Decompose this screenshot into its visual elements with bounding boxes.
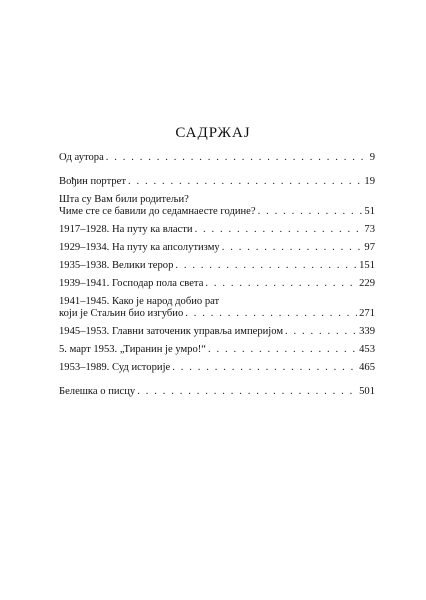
toc-entry-label: 5. март 1953. „Тиранин је умро!“ (59, 344, 206, 355)
dot-leader (175, 260, 357, 272)
toc-entry (59, 242, 375, 254)
table-of-contents (59, 152, 375, 404)
dot-leader (106, 152, 368, 164)
toc-entry-page: 229 (359, 278, 375, 289)
toc-entry (59, 194, 375, 218)
dot-leader (208, 344, 357, 356)
toc-entry-label: Чиме сте се бавили до седамнаесте године? (59, 206, 256, 217)
dot-leader (258, 206, 363, 218)
toc-entry-page: 465 (359, 362, 375, 373)
toc-entry-label: Белешка о писцу (59, 386, 136, 397)
toc-entry-label: који је Стаљин био изгубио (59, 308, 184, 319)
toc-entry-label: Вођин портрет (59, 176, 126, 187)
toc-entry-page: 453 (359, 344, 375, 355)
toc-entry (59, 386, 375, 398)
toc-entry-page: 501 (359, 386, 375, 397)
toc-entry (59, 362, 375, 374)
toc-entry (59, 296, 375, 320)
toc-entry-label: 1917–1928. На путу ка власти (59, 224, 193, 235)
toc-entry-page: 9 (369, 152, 375, 163)
toc-entry (59, 176, 375, 188)
toc-entry-label: 1939–1941. Господар пола света (59, 278, 204, 289)
dot-leader (222, 242, 363, 254)
toc-entry-page: 151 (359, 260, 375, 271)
toc-entry-label: Од аутора (59, 152, 104, 163)
toc-entry (59, 224, 375, 236)
toc-entry-label: 1945–1953. Главни заточеник управља империјом (59, 326, 284, 337)
dot-leader (137, 386, 357, 398)
toc-entry (59, 278, 375, 290)
toc-entry-page: 97 (364, 242, 375, 253)
toc-title: САДРЖАЈ (175, 125, 251, 141)
toc-entry-page: 51 (364, 206, 375, 217)
toc-entry (59, 260, 375, 272)
dot-leader (172, 362, 357, 374)
dot-leader (185, 308, 357, 320)
dot-leader (285, 326, 357, 338)
toc-entry-label: 1935–1938. Велики терор (59, 260, 174, 271)
dot-leader (128, 176, 362, 188)
toc-entry (59, 344, 375, 356)
toc-entry-label: 1953–1989. Суд историје (59, 362, 171, 373)
dot-leader (195, 224, 363, 236)
dot-leader (205, 278, 357, 290)
toc-entry-page: 271 (359, 308, 375, 319)
toc-entry-label: 1929–1934. На путу ка апсолутизму (59, 242, 220, 253)
toc-entry-page: 73 (364, 224, 375, 235)
toc-entry (59, 326, 375, 338)
toc-entry-page: 339 (359, 326, 375, 337)
toc-entry-label-line1: 1941–1945. Како је народ добио рат (59, 296, 220, 307)
toc-entry (59, 152, 375, 164)
toc-entry-page: 19 (364, 176, 375, 187)
toc-entry-label-line1: Шта су Вам били родитељи? (59, 194, 189, 205)
